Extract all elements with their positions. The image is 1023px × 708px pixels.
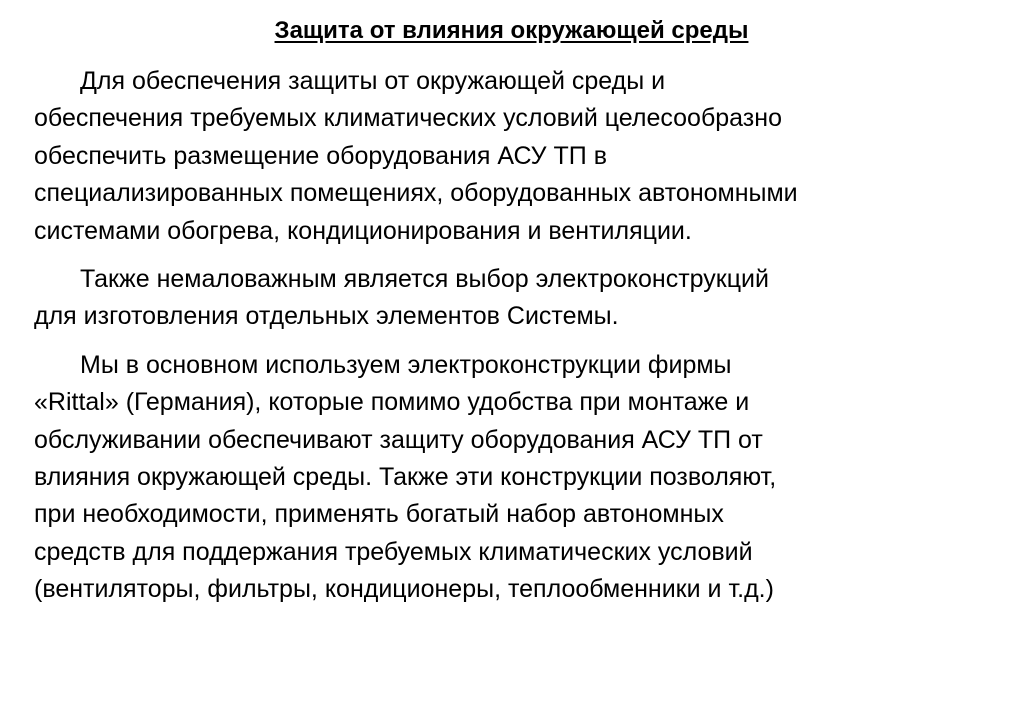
paragraph-line: для изготовления отдельных элементов Системы.	[34, 302, 619, 331]
page-title: Защита от влияния окружающей среды	[274, 17, 749, 44]
paragraph-1	[34, 63, 994, 250]
body-text	[34, 63, 994, 609]
paragraph-2	[34, 261, 994, 336]
paragraph-line: обеспечения требуемых климатических условий целесообразно	[34, 104, 782, 133]
paragraph-line: обеспечить размещение оборудования АСУ ТП в	[34, 141, 607, 170]
paragraph-line: обслуживании обеспечивают защиту оборудования АСУ ТП от	[34, 425, 763, 454]
paragraph-line: Мы в основном используем электроконструкции фирмы	[80, 350, 732, 379]
paragraph-line: средств для поддержания требуемых климатических условий	[34, 537, 753, 566]
paragraph-3	[34, 347, 994, 609]
paragraph-line: системами обогрева, кондиционирования и вентиляции.	[34, 216, 692, 245]
paragraph-line: Для обеспечения защиты от окружающей среды и	[80, 67, 666, 95]
paragraph-line: (вентиляторы, фильтры, кондиционеры, теплообменники и т.д.)	[34, 575, 774, 604]
paragraph-line: при необходимости, применять богатый набор автономных	[34, 500, 724, 529]
paragraph-line: специализированных помещениях, оборудованных автономными	[34, 179, 798, 208]
paragraph-line: «Rittal» (Германия), которые помимо удобства при монтаже и	[34, 388, 750, 417]
paragraph-line: влияния окружающей среды. Также эти конструкции позволяют,	[34, 463, 777, 492]
paragraph-line: Также немаловажным является выбор электроконструкций	[80, 265, 769, 294]
